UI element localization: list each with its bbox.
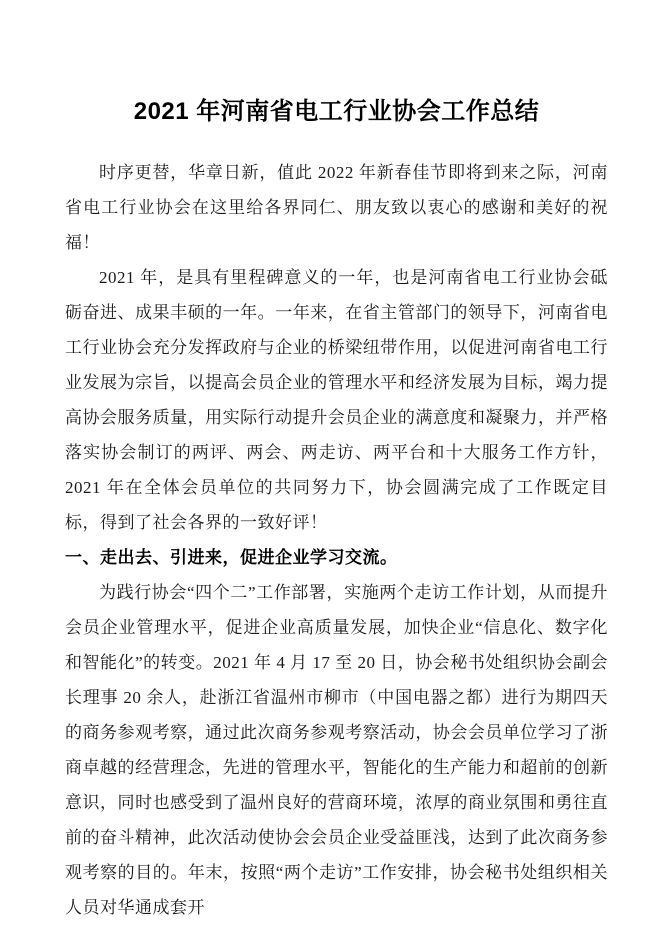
section-heading-1: 一、走出去、引进来，促进企业学习交流。 (65, 548, 398, 567)
paragraph-year-summary: 2021 年，是具有里程碑意义的一年，也是河南省电工行业协会砥砺奋进、成果丰硕的一年。一年来，在省主管部门的领导下，河南省电工行业协会充分发挥政府与企业的桥梁纽带作用，以促进河南省电工行业发展为宗旨，以提高会员企业的管理水平和经济发展为目标，竭力提高协会服务质量，用实际行动提升会员企业的满意度和凝聚力，并严格落实协会制订的两评、两会、两走访、两平台和十大服务工作方针，2021 年在全体会员单位的共同努力下，协会圆满完成了工作既定目标，得到了社会各界的一致好评！ (65, 268, 608, 532)
paragraph-intro-greeting: 时序更替，华章日新，值此 2022 年新春佳节即将到来之际，河南省电工行业协会在这里给各界同仁、朋友致以衷心的感谢和美好的祝福！ (65, 163, 608, 252)
paragraph-section1-body: 为践行协会“四个二”工作部署，实施两个走访工作计划，从而提升会员企业管理水平，促进企业高质量发展，加快企业“信息化、数字化和智能化”的转变。2021 年 4 月 17 至 20 日，协会秘书处组织协会副会长理事 20 余人，赴浙江省温州市柳市（中国电器之都）进行为期四天的商务参观考察，通过此次商务参观考察活动，协会会员单位学习了浙商卓越的经营理念，先进的管理水平，智能化的生产能力和超前的创新意识，同时也感受到了温州良好的营商环境，浓厚的商业氛围和勇往直前的奋斗精神，此次活动使协会会员企业受益匪浅，达到了此次商务参观考察的目的。年末，按照“两个走访”工作安排，协会秘书处组织相关人员对华通成套开 (65, 583, 608, 917)
document-title: 2021 年河南省电工行业协会工作总结 (133, 98, 540, 125)
